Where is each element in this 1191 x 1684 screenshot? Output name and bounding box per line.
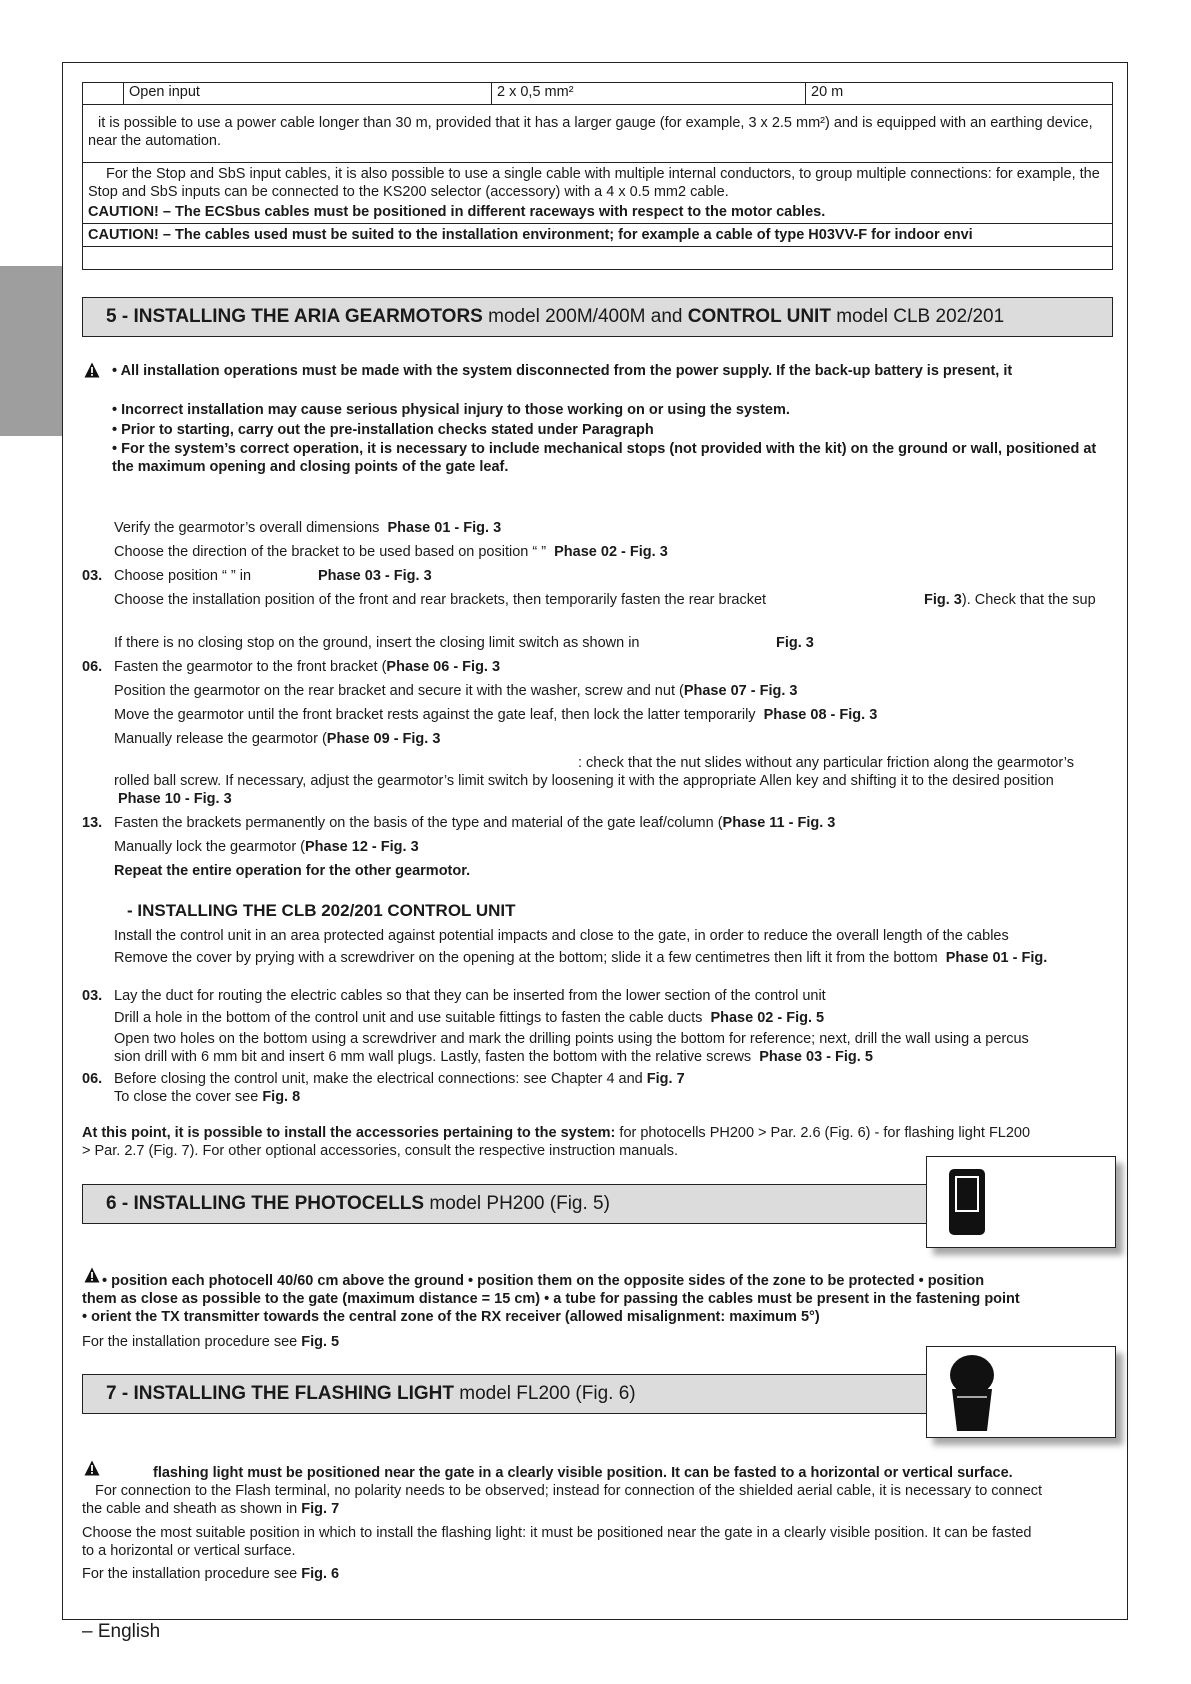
step-ref: Fig. 3 [924,592,962,608]
step-05-ref: Fig. 3 [776,635,814,651]
step-repeat: Repeat the entire operation for the other gearmotor. [114,863,471,879]
procedure-ref: Fig. 5 [301,1334,340,1350]
step-03 [114,567,432,585]
step-text: Position the gearmotor on the rear bracket and secure it with the washer, screw and nut ( [114,683,684,699]
section-6-warning: them as close as possible to the gate (maximum distance = 15 cm) • a tube for passing the cables must be present in the fastening point [82,1291,1020,1307]
photocell-image [926,1156,1116,1248]
section-5-header [82,297,1113,337]
step-text: To close the cover see [114,1089,259,1105]
step-13 [114,814,835,832]
step-text: Manually release the gearmotor ( [114,731,327,747]
step-number: 13. [82,815,103,831]
step-04-ref [924,591,1096,609]
step-text: sion drill with 6 mm bit and insert 6 mm wall plugs. Lastly, fasten the bottom with the relative screws [114,1049,752,1065]
accessories-line2: > Par. 2.7 (Fig. 7). For other optional accessories, consult the respective instruction manuals. [82,1143,678,1159]
cu-step-02 [114,949,1047,967]
cable-section-cell: 2 x 0,5 mm² [491,83,579,104]
step-04-text: Choose the installation position of the front and rear brackets, then temporarily fasten the rear bracket [114,592,767,608]
step-06 [114,658,500,676]
section-7-choose: to a horizontal or vertical surface. [82,1543,296,1559]
photocell-icon [947,1167,987,1237]
step-text: Fasten the gearmotor to the front bracket ( [114,659,387,675]
cu-step-04 [114,1009,824,1027]
side-tab [0,266,62,436]
table-empty-row [83,247,1112,269]
section-7-procedure [82,1565,339,1583]
step-ref: Phase 12 - Fig. 3 [305,839,419,855]
step-09 [114,730,440,748]
section-7-connection: For connection to the Flash terminal, no polarity needs to be observed; instead for connection of the shielded aerial cable, it is necessary to connect [95,1483,1043,1499]
step-ref: Phase 11 - Fig. 3 [722,815,836,831]
step-02 [114,543,668,561]
step-text: Choose the direction of the bracket to be used based on position “ ” [114,544,547,560]
section-7-connection [82,1500,339,1518]
caution-cables: CAUTION! – The cables used must be suited to the installation environment; for example a cable of type H03VV-F for indoor envi [88,227,973,243]
step-ref: Phase 03 - Fig. 3 [318,568,432,584]
page-footer: – English [82,1621,161,1642]
cu-step-06 [114,1070,685,1088]
warning-line: • Incorrect installation may cause serious physical injury to those working on or using the system. [112,402,790,418]
step-number: 03. [82,988,103,1004]
warning-icon [84,1267,100,1283]
connection-ref: Fig. 7 [301,1501,340,1517]
step-text: Remove the cover by prying with a screwdriver on the opening at the bottom; slide it a few centimetres then lift it from the bottom [114,950,938,966]
section-7-warning: flashing light must be positioned near the gate in a clearly visible position. It can be fasted to a horizontal or vertical surface. [153,1465,1013,1481]
procedure-ref: Fig. 6 [301,1566,340,1582]
section-6-warning: • orient the TX transmitter towards the central zone of the RX receiver (allowed misalignment: maximum 5°) [82,1309,820,1325]
step-text: Manually lock the gearmotor ( [114,839,305,855]
procedure-text: For the installation procedure see [82,1334,298,1350]
warning-line: • All installation operations must be made with the system disconnected from the power supply. If the back-up battery is present, it [112,363,1013,379]
section-7-choose: Choose the most suitable position in which to install the flashing light: it must be positioned near the gate in a clearly visible position. It can be fasted [82,1525,1032,1541]
cable-type-cell: Open input [123,83,205,104]
section-6-warning: • position each photocell 40/60 cm above the ground • position them on the opposite sides of the zone to be protected • position [102,1273,985,1289]
step-text: Verify the gearmotor’s overall dimensions [114,520,380,536]
step-ref: Phase 01 - Fig. 3 [387,520,502,536]
step-10-line2: rolled ball screw. If necessary, adjust the gearmotor’s limit switch by loosening it with the appropriate Allen key and shifting it to the desired position [114,773,1054,789]
section-5-title: model 200M/400M and [482,306,688,327]
procedure-text: For the installation procedure see [82,1566,298,1582]
step-10-ref: Phase 10 - Fig. 3 [118,791,232,807]
warning-icon [84,362,100,378]
warning-icon [84,1460,100,1476]
cu-step-05-line1: Open two holes on the bottom using a screwdriver and mark the drilling points using the bottom for reference; next, drill the wall using a percus [114,1031,1029,1047]
step-text: Choose position “ ” in [114,568,252,584]
step-ref: Phase 09 - Fig. 3 [326,731,441,747]
section-7-title: model FL200 (Fig. 6) [453,1383,636,1404]
step-text: Move the gearmotor until the front bracket rests against the gate leaf, then lock the latter temporarily [114,707,756,723]
connection-text: the cable and sheath as shown in [82,1501,298,1517]
table-note-row [83,105,1112,163]
note-stop-sbs: For the Stop and SbS input cables, it is also possible to use a single cable with multiple internal conductors, to group multiple connections: for example, the Stop and SbS inputs can be connected to the KS200 selector (accessory) with a 4 x 0.5 mm2 cable. [88,166,1100,200]
section-5-title-bold: CONTROL UNIT [687,306,831,327]
section-6-title: model PH200 (Fig. 5) [424,1193,610,1214]
section-5-title-bold: 5 - INSTALLING THE ARIA GEARMOTORS [106,306,483,327]
step-ref: Phase 07 - Fig. 3 [683,683,798,699]
step-ref: Phase 03 - Fig. 5 [759,1049,873,1065]
step-ref: Fig. 7 [646,1071,685,1087]
step-ref: Phase 06 - Fig. 3 [386,659,501,675]
section-5-title: model CLB 202/201 [830,306,1005,327]
step-text: Before closing the control unit, make the electrical connections: see Chapter 4 and [114,1071,643,1087]
step-text: ). Check that the sup [961,592,1096,608]
caution-ecsbus: CAUTION! – The ECSbus cables must be positioned in different raceways with respect to the motor cables. [88,204,826,220]
step-number: 03. [82,568,103,584]
step-text: Fasten the brackets permanently on the basis of the type and material of the gate leaf/column ( [114,815,723,831]
section-6-procedure [82,1333,339,1351]
table-row [83,83,1112,105]
section-6-title-bold: 6 - INSTALLING THE PHOTOCELLS [106,1193,425,1214]
step-07 [114,682,797,700]
accessories-text: for photocells PH200 > Par. 2.6 (Fig. 6) - for flashing light FL200 [615,1125,1031,1141]
note-power-cable: it is possible to use a power cable longer than 30 m, provided that it has a larger gauge (for example, 3 x 2.5 mm²) and is equipped with an earthing device, near the automation. [88,115,1093,149]
cu-step-03: Lay the duct for routing the electric cables so that they can be inserted from the lower section of the control unit [114,988,826,1004]
flashing-light-icon [947,1353,997,1433]
step-08 [114,706,877,724]
cu-step-01: Install the control unit in an area protected against potential impacts and close to the gate, in order to reduce the overall length of the cables [114,928,1009,944]
step-ref: Fig. 8 [262,1089,301,1105]
step-ref: Phase 02 - Fig. 3 [554,544,668,560]
cable-length-cell: 20 m [805,83,848,104]
step-ref: Phase 01 - Fig. [945,950,1048,966]
cable-table [82,82,1113,270]
step-14 [114,838,419,856]
accessories-bold: At this point, it is possible to install the accessories pertaining to the system: [82,1125,616,1141]
step-ref: Phase 08 - Fig. 3 [763,707,878,723]
accessories-line1 [82,1124,1030,1142]
step-text: Drill a hole in the bottom of the control unit and use suitable fittings to fasten the cable ducts [114,1010,703,1026]
step-05-text: If there is no closing stop on the ground, insert the closing limit switch as shown in [114,635,640,651]
step-10-line1: : check that the nut slides without any particular friction along the gearmotor’s [578,755,1074,771]
step-number: 06. [82,1071,103,1087]
warning-line: • Prior to starting, carry out the pre-installation checks stated under Paragraph [112,422,654,438]
flashing-light-image [926,1346,1116,1438]
section-7-title-bold: 7 - INSTALLING THE FLASHING LIGHT [106,1383,454,1404]
step-01 [114,519,501,537]
table-note-row [83,163,1112,247]
divider [83,223,1112,224]
cu-step-05-line2 [114,1048,873,1066]
subsection-title: - INSTALLING THE CLB 202/201 CONTROL UNIT [127,901,516,920]
step-number: 06. [82,659,103,675]
cu-step-07 [114,1088,300,1106]
step-ref: Phase 02 - Fig. 5 [710,1010,825,1026]
warning-line: • For the system’s correct operation, it is necessary to include mechanical stops (not provided with the kit) on the ground or wall, positioned at the maximum opening and closing points of the gate leaf. [112,441,1097,475]
